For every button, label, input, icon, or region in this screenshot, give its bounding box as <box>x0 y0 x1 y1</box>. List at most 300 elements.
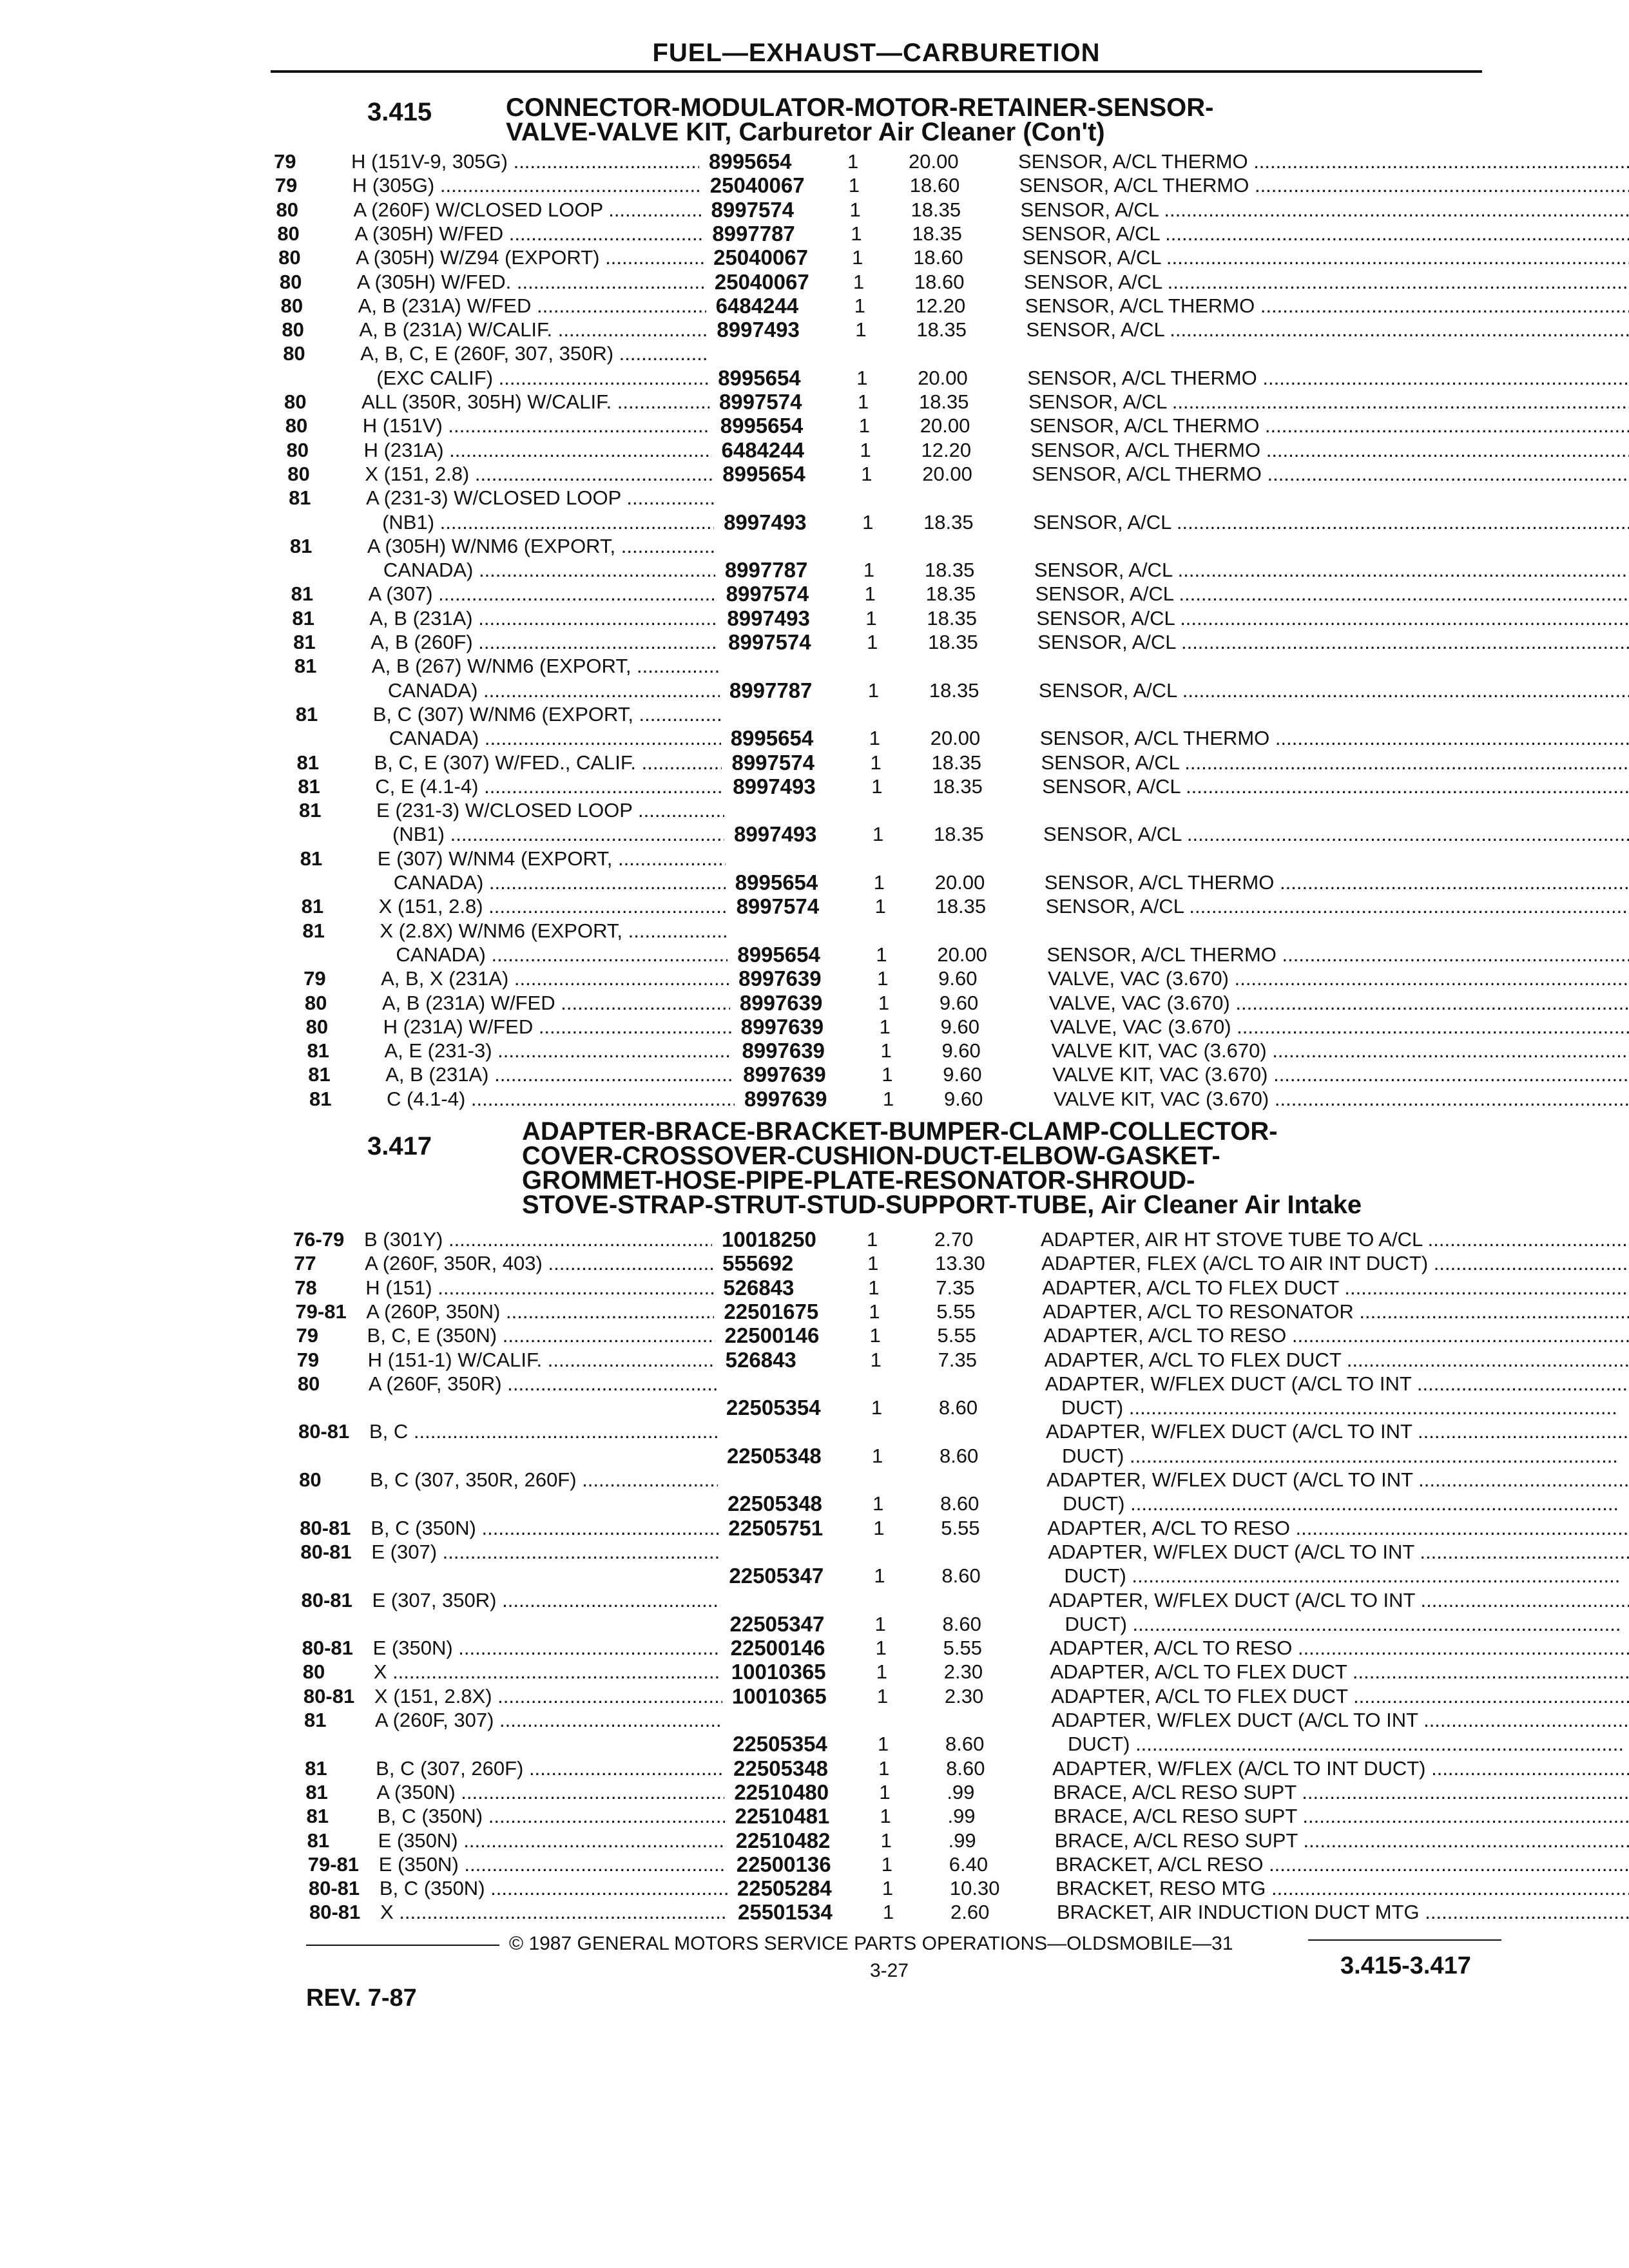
description-cell: SENSOR, A/CL ..... <box>1034 558 1629 582</box>
price-cell: 18.35 <box>928 631 978 653</box>
description-cell: ADAPTER, A/CL TO FLEX DUCT ..... <box>1042 1276 1629 1300</box>
part-number-cell: 8997574 <box>728 630 811 654</box>
quantity-cell: 1 <box>873 871 885 894</box>
application-cell: A (350N) ..... <box>376 1780 724 1804</box>
description-cell: ADAPTER, A/CL TO FLEX DUCT ..... <box>1050 1660 1629 1684</box>
price-cell: 2.70 <box>934 1228 974 1251</box>
quantity-cell: 1 <box>879 1780 891 1803</box>
application-cell: CANADA) ..... <box>383 558 715 582</box>
price-cell: 20.00 <box>930 727 981 750</box>
price-cell: 18.60 <box>909 174 960 197</box>
quantity-cell: 1 <box>865 606 877 629</box>
quantity-cell: 1 <box>855 318 867 341</box>
description-cell: SENSOR, A/CL ..... <box>1041 751 1629 774</box>
description-cell: VALVE, VAC (3.670) ..... <box>1050 1015 1629 1039</box>
description-cell: BRACKET, AIR INDUCTION DUCT MTG ..... <box>1057 1900 1629 1924</box>
part-number-cell: 8997493 <box>717 318 800 342</box>
description-cell: ADAPTER, AIR HT STOVE TUBE TO A/CL ..... <box>1041 1227 1629 1251</box>
description-cell: BRACE, A/CL RESO SUPT ..... <box>1053 1780 1629 1804</box>
part-number-cell: 8997639 <box>743 1062 826 1087</box>
price-cell: 10.30 <box>949 1877 1000 1900</box>
year-cell: 80 <box>284 390 307 413</box>
application-cell: A, B (231A) ..... <box>385 1062 733 1086</box>
part-number-cell: 8997574 <box>736 894 820 919</box>
quantity-cell: 1 <box>867 1228 878 1251</box>
application-cell: X (2.8X) W/NM6 (EXPORT, ..... <box>380 919 728 943</box>
application-cell: E (350N) ..... <box>378 1829 726 1852</box>
application-cell: A (305H) W/FED ..... <box>354 222 702 245</box>
description-cell: ADAPTER, W/FLEX DUCT (A/CL TO INT ..... <box>1048 1540 1629 1564</box>
description-cell: SENSOR, A/CL ..... <box>1026 318 1629 341</box>
application-cell: X ..... <box>374 1660 722 1684</box>
quantity-cell: 1 <box>881 1852 892 1876</box>
description-cell: SENSOR, A/CL ..... <box>1039 678 1629 702</box>
part-number-cell: 22501675 <box>724 1299 819 1323</box>
part-number-cell: 22505347 <box>729 1564 824 1588</box>
description-cell: SENSOR, A/CL THERMO ..... <box>1040 726 1629 750</box>
price-cell: 20.00 <box>937 943 987 966</box>
part-number-cell: 8997493 <box>733 774 816 798</box>
application-cell: C (4.1-4) ..... <box>387 1087 735 1111</box>
description-cell: VALVE, VAC (3.670) ..... <box>1049 991 1629 1015</box>
description-cell: SENSOR, A/CL ..... <box>1021 198 1629 222</box>
price-cell: 8.60 <box>945 1733 985 1756</box>
quantity-cell: 1 <box>876 1660 888 1684</box>
year-cell: 80-81 <box>300 1540 352 1563</box>
part-number-cell: 22500136 <box>736 1852 831 1876</box>
part-number-cell: 8997493 <box>734 822 817 847</box>
price-cell: 5.55 <box>937 1324 976 1347</box>
application-cell: A (305H) W/FED. ..... <box>357 270 705 294</box>
price-cell: 18.35 <box>927 606 977 629</box>
quantity-cell: 1 <box>854 294 865 317</box>
part-number-cell: 10018250 <box>722 1227 816 1251</box>
year-cell: 80 <box>282 318 304 341</box>
application-cell: A (260F, 307) ..... <box>375 1708 723 1732</box>
application-cell: X ..... <box>380 1900 728 1924</box>
price-cell: 20.00 <box>918 366 968 389</box>
revision-label: REV. 7-87 <box>306 1984 417 2012</box>
quantity-cell: 1 <box>863 559 875 582</box>
price-cell: 2.30 <box>944 1684 984 1707</box>
application-cell: CANADA) ..... <box>389 726 721 750</box>
description-cell: ADAPTER, A/CL TO RESO ..... <box>1050 1636 1629 1660</box>
section-range: 3.415-3.417 <box>1340 1952 1471 1979</box>
description-cell: SENSOR, A/CL ..... <box>1024 270 1629 294</box>
quantity-cell: 1 <box>879 1015 891 1038</box>
part-number-cell: 8997639 <box>739 990 823 1015</box>
year-cell: 80 <box>305 1015 329 1038</box>
footer-rule-right <box>1308 1939 1501 1941</box>
quantity-cell: 1 <box>870 1348 882 1371</box>
application-cell: B, C, E (350N) ..... <box>367 1323 715 1347</box>
quantity-cell: 1 <box>880 1805 891 1828</box>
year-cell: 80-81 <box>298 1420 350 1443</box>
quantity-cell: 1 <box>874 1612 886 1635</box>
price-cell: 9.60 <box>943 1063 982 1086</box>
part-number-cell: 526843 <box>723 1275 795 1300</box>
price-cell: 18.35 <box>918 390 969 413</box>
year-cell: 81 <box>305 1756 327 1780</box>
part-number-cell: 8997787 <box>724 558 808 582</box>
section-title: ADAPTER-BRACE-BRACKET-BUMPER-CLAMP-COLLECTOR- COVER-CROSSOVER-CUSHION-DUCT-ELBOW-GASKET- GROMMET-HOSE-PIPE-PLATE-RESONATOR-SHROUD- STOVE-STRAP-STRUT-STUD-SUPPORT-TUBE, Air Cleaner Air Intake <box>522 1117 1362 1219</box>
year-cell: 80-81 <box>300 1516 351 1539</box>
year-cell: 79 <box>304 967 326 990</box>
description-cell: ADAPTER, A/CL TO FLEX DUCT ..... <box>1051 1684 1629 1708</box>
description-cell: SENSOR, A/CL ..... <box>1036 606 1629 630</box>
part-number-cell: 25501534 <box>738 1900 833 1925</box>
application-cell: B, C (307) W/NM6 (EXPORT, ..... <box>373 702 721 726</box>
year-cell: 79 <box>274 150 296 173</box>
part-number-cell: 8995654 <box>718 365 801 390</box>
part-number-cell: 8997639 <box>744 1086 827 1111</box>
part-number-cell: 22505284 <box>737 1876 832 1901</box>
year-cell: 80-81 <box>302 1637 353 1660</box>
year-cell: 80 <box>302 1660 325 1684</box>
quantity-cell: 1 <box>880 1039 892 1062</box>
price-cell: 2.30 <box>943 1660 983 1684</box>
quantity-cell: 1 <box>852 246 863 269</box>
application-cell: A, B (231A) W/CALIF. ..... <box>359 318 707 341</box>
quantity-cell: 1 <box>853 270 865 293</box>
part-number-cell: 22500146 <box>730 1636 825 1660</box>
description-cell: SENSOR, A/CL ..... <box>1037 630 1629 654</box>
quantity-cell: 1 <box>867 678 880 702</box>
year-cell: 80 <box>278 246 301 269</box>
part-number-cell: 25040067 <box>709 173 805 198</box>
application-cell: E (350N) ..... <box>379 1852 727 1876</box>
part-number-cell: 25040067 <box>713 245 808 270</box>
quantity-cell: 1 <box>878 991 890 1014</box>
year-cell: 80 <box>285 414 308 437</box>
application-cell: A (260F, 350R, 403) ..... <box>365 1251 713 1275</box>
year-cell: 81 <box>300 847 323 870</box>
application-cell: X (151, 2.8X) ..... <box>374 1684 722 1708</box>
year-cell: 80 <box>304 991 327 1014</box>
price-cell: 5.55 <box>941 1516 980 1539</box>
year-cell: 80-81 <box>303 1684 355 1707</box>
description-cell: ADAPTER, FLEX (A/CL TO AIR INT DUCT) ..... <box>1041 1251 1629 1275</box>
application-cell: B, C, E (307) W/FED., CALIF. ..... <box>374 751 722 774</box>
description-cell: SENSOR, A/CL THERMO ..... <box>1025 294 1629 318</box>
description-cell: DUCT) ..... <box>1068 1732 1629 1756</box>
description-cell: VALVE KIT, VAC (3.670) ..... <box>1051 1039 1629 1062</box>
description-cell: BRACKET, A/CL RESO ..... <box>1055 1852 1629 1876</box>
year-cell: 81 <box>304 1709 327 1731</box>
description-cell: SENSOR, A/CL THERMO ..... <box>1027 366 1629 390</box>
part-number-cell: 8997639 <box>740 1014 824 1039</box>
description-cell: DUCT) ..... <box>1063 1492 1629 1515</box>
application-cell: E (307) ..... <box>371 1540 719 1564</box>
price-cell: 8.60 <box>939 1444 979 1467</box>
application-cell: E (231-3) W/CLOSED LOOP ..... <box>376 798 724 822</box>
application-cell: B, C (307, 260F) ..... <box>376 1756 724 1780</box>
year-cell: 80-81 <box>308 1877 360 1900</box>
year-cell: 81 <box>295 702 318 726</box>
quantity-cell: 1 <box>874 1564 885 1588</box>
year-cell: 81 <box>301 895 324 918</box>
quantity-cell: 1 <box>872 823 884 846</box>
price-cell: 18.35 <box>911 198 961 221</box>
part-number-cell: 22505354 <box>726 1396 821 1420</box>
quantity-cell: 1 <box>849 198 861 221</box>
application-cell: X (151, 2.8) ..... <box>379 894 727 918</box>
part-number-cell: 8997639 <box>738 966 822 991</box>
description-cell: ADAPTER, W/FLEX DUCT (A/CL TO INT ..... <box>1046 1419 1629 1443</box>
application-cell: H (151) ..... <box>365 1276 713 1300</box>
application-cell: A, B (267) W/NM6 (EXPORT, ..... <box>372 654 720 678</box>
price-cell: 18.60 <box>914 270 965 293</box>
year-cell: 81 <box>309 1087 332 1110</box>
price-cell: 18.35 <box>931 751 982 774</box>
part-number-cell: 22505348 <box>728 1492 822 1516</box>
application-cell: E (307, 350R) ..... <box>372 1588 720 1612</box>
year-cell: 81 <box>293 631 316 653</box>
price-cell: 9.60 <box>944 1087 983 1110</box>
application-cell: A, B (231A) W/FED ..... <box>382 991 730 1015</box>
description-cell: ADAPTER, W/FLEX (A/CL TO INT DUCT) ..... <box>1052 1756 1629 1780</box>
price-cell: 13.30 <box>935 1252 985 1275</box>
price-cell: 18.35 <box>912 222 962 245</box>
year-cell: 80 <box>286 438 309 461</box>
part-number-cell: 22510481 <box>735 1804 830 1829</box>
application-cell: CANADA) ..... <box>394 870 726 894</box>
application-cell: A, B, C, E (260F, 307, 350R) ..... <box>360 341 708 365</box>
description-cell: SENSOR, A/CL ..... <box>1042 774 1629 798</box>
part-number-cell: 8995654 <box>709 149 792 173</box>
part-number-cell: 526843 <box>725 1347 796 1372</box>
quantity-cell: 1 <box>878 1733 889 1756</box>
application-cell: H (151V-9, 305G) ..... <box>351 149 699 173</box>
year-cell: 81 <box>292 606 314 629</box>
part-number-cell: 22505354 <box>733 1732 827 1756</box>
quantity-cell: 1 <box>877 967 889 990</box>
part-number-cell: 8997493 <box>727 606 810 630</box>
price-cell: 9.60 <box>939 991 979 1014</box>
price-cell: 18.35 <box>936 895 987 918</box>
year-cell: 80-81 <box>301 1588 352 1611</box>
year-cell: 81 <box>308 1063 331 1086</box>
part-number-cell: 6484244 <box>721 437 804 462</box>
part-number-cell: 8995654 <box>720 414 804 438</box>
price-cell: 7.35 <box>936 1276 975 1299</box>
quantity-cell: 1 <box>873 1516 885 1539</box>
application-cell: B (301Y) ..... <box>364 1227 712 1251</box>
year-cell: 81 <box>298 774 320 798</box>
application-cell: A (305H) W/Z94 (EXPORT) ..... <box>356 245 704 269</box>
price-cell: 18.35 <box>929 678 979 702</box>
quantity-cell: 1 <box>869 727 880 750</box>
application-cell: CANADA) ..... <box>396 943 728 966</box>
description-cell: SENSOR, A/CL THERMO ..... <box>1032 462 1629 486</box>
application-cell: B, C (350N) ..... <box>377 1804 725 1828</box>
part-number-cell: 8995654 <box>735 870 818 894</box>
quantity-cell: 1 <box>848 174 860 197</box>
application-cell: H (305G) ..... <box>352 173 700 197</box>
year-cell: 79 <box>275 174 298 197</box>
application-cell: B, C ..... <box>369 1419 717 1443</box>
year-cell: 78 <box>294 1276 317 1299</box>
price-cell: 9.60 <box>941 1039 981 1062</box>
quantity-cell: 1 <box>876 943 887 966</box>
application-cell: H (231A) ..... <box>364 438 712 462</box>
year-cell: 79 <box>296 1324 319 1347</box>
part-number-cell: 10010365 <box>731 1684 827 1708</box>
description-cell: BRACE, A/CL RESO SUPT ..... <box>1054 1804 1629 1828</box>
application-cell: A, E (231-3) ..... <box>384 1039 732 1062</box>
description-cell: DUCT) ..... <box>1061 1396 1629 1419</box>
description-cell: VALVE, VAC (3.670) ..... <box>1048 966 1629 990</box>
year-cell: 81 <box>302 919 325 942</box>
application-cell: A (305H) W/NM6 (EXPORT, ..... <box>367 534 715 558</box>
page-title: FUEL—EXHAUST—CARBURETION <box>652 39 1101 67</box>
price-cell: .99 <box>947 1805 976 1828</box>
application-cell: A (231-3) W/CLOSED LOOP ..... <box>366 486 714 510</box>
part-number-cell: 8997787 <box>712 221 795 245</box>
price-cell: 18.35 <box>925 582 976 606</box>
price-cell: 5.55 <box>936 1300 976 1323</box>
quantity-cell: 1 <box>869 1324 881 1347</box>
price-cell: 18.35 <box>932 774 983 798</box>
year-cell: 80 <box>283 342 305 365</box>
quantity-cell: 1 <box>883 1087 894 1110</box>
application-cell: B, C (350N) ..... <box>380 1876 728 1900</box>
year-cell: 81 <box>299 799 322 822</box>
year-cell: 80-81 <box>309 1901 361 1924</box>
price-cell: 8.60 <box>946 1756 985 1780</box>
price-cell: 18.35 <box>916 318 967 341</box>
description-cell: VALVE KIT, VAC (3.670) ..... <box>1052 1062 1629 1086</box>
quantity-cell: 1 <box>880 1829 892 1852</box>
price-cell: 8.60 <box>942 1612 981 1635</box>
application-cell: A, B (231A) ..... <box>369 606 717 630</box>
year-cell: 80 <box>297 1372 320 1395</box>
page-header <box>271 39 1482 73</box>
quantity-cell: 1 <box>883 1901 894 1924</box>
description-cell: ADAPTER, A/CL TO RESO ..... <box>1047 1516 1629 1540</box>
quantity-cell: 1 <box>872 1492 884 1515</box>
quantity-cell: 1 <box>876 1684 889 1707</box>
quantity-cell: 1 <box>847 150 859 173</box>
description-cell: SENSOR, A/CL THERMO ..... <box>1045 870 1629 894</box>
year-cell: 81 <box>291 582 314 606</box>
application-cell: A (307) ..... <box>369 582 717 606</box>
price-cell: 20.00 <box>922 462 972 485</box>
quantity-cell: 1 <box>878 1756 890 1780</box>
year-cell: 79 <box>296 1348 320 1371</box>
application-cell: X (151, 2.8) ..... <box>365 462 713 486</box>
price-cell: 18.35 <box>924 559 975 582</box>
description-cell: BRACKET, RESO MTG ..... <box>1056 1876 1629 1900</box>
price-cell: 12.20 <box>921 438 972 461</box>
quantity-cell: 1 <box>867 1252 879 1275</box>
description-cell: SENSOR, A/CL ..... <box>1046 894 1629 918</box>
price-cell: 6.40 <box>949 1852 988 1876</box>
description-cell: VALVE KIT, VAC (3.670) ..... <box>1054 1087 1629 1111</box>
year-cell: 79-81 <box>295 1300 347 1323</box>
quantity-cell: 1 <box>871 1396 883 1419</box>
application-cell: E (307) W/NM4 (EXPORT, ..... <box>378 847 726 870</box>
price-cell: 8.60 <box>941 1564 981 1588</box>
application-cell: (EXC CALIF) ..... <box>376 366 708 390</box>
description-cell: ADAPTER, A/CL TO RESO ..... <box>1044 1323 1629 1347</box>
part-number-cell: 8995654 <box>737 942 820 966</box>
description-cell: ADAPTER, W/FLEX DUCT (A/CL TO INT ..... <box>1049 1588 1629 1612</box>
quantity-cell: 1 <box>871 774 883 798</box>
application-cell: A, B (260F) ..... <box>371 630 718 654</box>
year-cell: 80 <box>280 294 304 317</box>
description-cell: ADAPTER, A/CL TO RESONATOR ..... <box>1043 1300 1629 1323</box>
application-cell: A (260F, 350R) ..... <box>369 1372 717 1396</box>
part-number-cell: 22500146 <box>724 1323 820 1348</box>
part-number-cell: 8997787 <box>729 678 813 702</box>
description-cell: SENSOR, A/CL THERMO ..... <box>1019 173 1629 197</box>
part-number-cell: 10010365 <box>731 1660 826 1684</box>
part-number-cell: 22505347 <box>729 1611 825 1636</box>
section-number: 3.415 <box>367 98 432 126</box>
year-cell: 81 <box>307 1829 330 1852</box>
price-cell: 9.60 <box>938 967 978 990</box>
part-number-cell: 22510480 <box>734 1780 829 1804</box>
quantity-cell: 1 <box>857 390 869 413</box>
quantity-cell: 1 <box>851 222 862 245</box>
price-cell: 9.60 <box>940 1015 980 1038</box>
part-number-cell: 8995654 <box>730 726 814 751</box>
part-number-cell: 22510482 <box>735 1828 831 1852</box>
description-cell: SENSOR, A/CL THERMO ..... <box>1018 149 1629 173</box>
quantity-cell: 1 <box>870 751 882 774</box>
application-cell: B, C (350N) ..... <box>371 1516 718 1540</box>
description-cell: ADAPTER, W/FLEX DUCT (A/CL TO INT ..... <box>1045 1372 1629 1396</box>
price-cell: 20.00 <box>934 871 985 894</box>
application-cell: H (151-1) W/CALIF. ..... <box>368 1348 716 1372</box>
application-cell: A (260P, 350N) ..... <box>366 1300 714 1323</box>
application-cell: B, C (307, 350R, 260F) ..... <box>370 1468 718 1492</box>
part-number-cell: 555692 <box>722 1251 794 1276</box>
application-cell: H (231A) W/FED ..... <box>383 1015 731 1039</box>
description-cell: SENSOR, A/CL ..... <box>1043 822 1629 846</box>
quantity-cell: 1 <box>882 1877 894 1900</box>
description-cell: SENSOR, A/CL THERMO ..... <box>1046 943 1629 966</box>
description-cell: SENSOR, A/CL ..... <box>1033 510 1629 534</box>
page-number: 3-27 <box>870 1960 909 1981</box>
quantity-cell: 1 <box>874 895 886 918</box>
price-cell: 18.35 <box>923 510 974 533</box>
application-cell: A, B, X (231A) ..... <box>381 966 729 990</box>
application-cell: (NB1) ..... <box>382 510 714 534</box>
application-cell: H (151V) ..... <box>363 414 711 437</box>
year-cell: 80 <box>277 222 300 245</box>
price-cell: .99 <box>947 1780 975 1803</box>
description-cell: SENSOR, A/CL ..... <box>1036 582 1629 606</box>
quantity-cell: 1 <box>869 1300 880 1323</box>
quantity-cell: 1 <box>856 366 868 389</box>
year-cell: 81 <box>289 534 313 557</box>
description-cell: ADAPTER, A/CL TO FLEX DUCT ..... <box>1045 1348 1629 1372</box>
part-number-cell: 22505348 <box>726 1443 822 1468</box>
description-cell: SENSOR, A/CL THERMO ..... <box>1031 438 1629 462</box>
description-cell: SENSOR, A/CL ..... <box>1028 390 1629 414</box>
quantity-cell: 1 <box>858 414 870 437</box>
price-cell: 5.55 <box>943 1637 982 1660</box>
part-number-cell: 8997574 <box>731 750 815 774</box>
quantity-cell: 1 <box>867 631 878 653</box>
section-title: CONNECTOR-MODULATOR-MOTOR-RETAINER-SENSOR- VALVE-VALVE KIT, Carburetor Air Cleaner (Con't) <box>506 93 1214 146</box>
part-number-cell: 8997574 <box>718 390 802 414</box>
description-cell: SENSOR, A/CL ..... <box>1021 222 1629 245</box>
price-cell: 12.20 <box>915 294 966 317</box>
year-cell: 81 <box>306 1805 329 1828</box>
